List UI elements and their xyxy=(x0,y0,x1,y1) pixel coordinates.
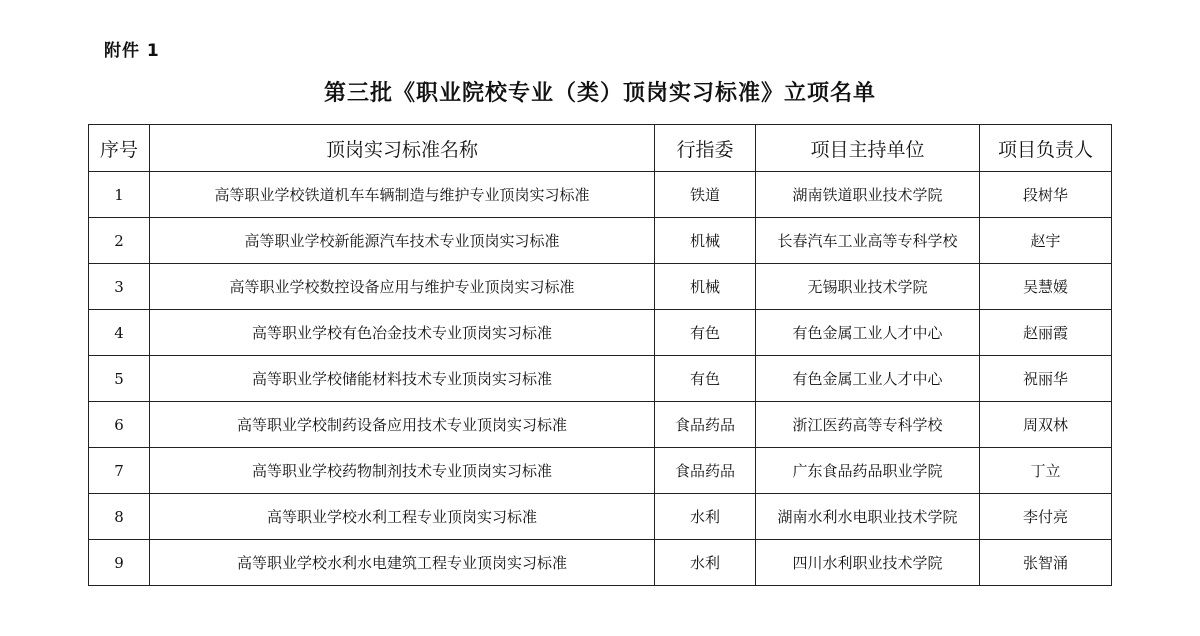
cell-host-unit: 湖南铁道职业技术学院 xyxy=(756,172,980,218)
header-committee: 行指委 xyxy=(655,125,756,172)
cell-project-leader: 祝丽华 xyxy=(980,356,1112,402)
cell-serial-number: 5 xyxy=(89,356,150,402)
cell-committee: 机械 xyxy=(655,218,756,264)
project-list-table xyxy=(88,124,1112,586)
cell-serial-number: 9 xyxy=(89,540,150,586)
document-title: 第三批《职业院校专业（类）顶岗实习标准》立项名单 xyxy=(323,80,876,106)
table-header-row xyxy=(89,125,1112,172)
cell-host-unit: 广东食品药品职业学院 xyxy=(756,448,980,494)
cell-standard-name: 高等职业学校有色冶金技术专业顶岗实习标准 xyxy=(150,310,655,356)
cell-serial-number: 3 xyxy=(89,264,150,310)
cell-project-leader: 吴慧媛 xyxy=(980,264,1112,310)
cell-committee: 水利 xyxy=(655,540,756,586)
header-standard-name: 顶岗实习标准名称 xyxy=(150,125,655,172)
cell-host-unit: 无锡职业技术学院 xyxy=(756,264,980,310)
cell-host-unit: 有色金属工业人才中心 xyxy=(756,310,980,356)
cell-project-leader: 周双林 xyxy=(980,402,1112,448)
header-project-leader: 项目负责人 xyxy=(980,125,1112,172)
cell-serial-number: 7 xyxy=(89,448,150,494)
cell-project-leader: 张智涌 xyxy=(980,540,1112,586)
table-row xyxy=(89,448,1112,494)
cell-standard-name: 高等职业学校新能源汽车技术专业顶岗实习标准 xyxy=(150,218,655,264)
cell-committee: 食品药品 xyxy=(655,448,756,494)
cell-committee: 食品药品 xyxy=(655,402,756,448)
cell-standard-name: 高等职业学校制药设备应用技术专业顶岗实习标准 xyxy=(150,402,655,448)
cell-standard-name: 高等职业学校水利工程专业顶岗实习标准 xyxy=(150,494,655,540)
cell-project-leader: 李付亮 xyxy=(980,494,1112,540)
cell-project-leader: 丁立 xyxy=(980,448,1112,494)
cell-committee: 机械 xyxy=(655,264,756,310)
table-row xyxy=(89,310,1112,356)
cell-standard-name: 高等职业学校数控设备应用与维护专业顶岗实习标准 xyxy=(150,264,655,310)
cell-committee: 有色 xyxy=(655,310,756,356)
cell-serial-number: 4 xyxy=(89,310,150,356)
table-row xyxy=(89,218,1112,264)
table-row xyxy=(89,356,1112,402)
cell-standard-name: 高等职业学校药物制剂技术专业顶岗实习标准 xyxy=(150,448,655,494)
cell-serial-number: 8 xyxy=(89,494,150,540)
cell-serial-number: 1 xyxy=(89,172,150,218)
header-serial-number: 序号 xyxy=(89,125,150,172)
cell-committee: 铁道 xyxy=(655,172,756,218)
table-row xyxy=(89,264,1112,310)
cell-project-leader: 赵丽霞 xyxy=(980,310,1112,356)
cell-project-leader: 赵宇 xyxy=(980,218,1112,264)
cell-standard-name: 高等职业学校铁道机车车辆制造与维护专业顶岗实习标准 xyxy=(150,172,655,218)
cell-serial-number: 6 xyxy=(89,402,150,448)
cell-host-unit: 湖南水利水电职业技术学院 xyxy=(756,494,980,540)
cell-committee: 水利 xyxy=(655,494,756,540)
attachment-label: 附件 1 xyxy=(104,41,160,61)
table-row xyxy=(89,172,1112,218)
table-row xyxy=(89,494,1112,540)
cell-host-unit: 长春汽车工业高等专科学校 xyxy=(756,218,980,264)
cell-committee: 有色 xyxy=(655,356,756,402)
cell-standard-name: 高等职业学校水利水电建筑工程专业顶岗实习标准 xyxy=(150,540,655,586)
cell-standard-name: 高等职业学校储能材料技术专业顶岗实习标准 xyxy=(150,356,655,402)
header-host-unit: 项目主持单位 xyxy=(756,125,980,172)
table-row xyxy=(89,540,1112,586)
cell-host-unit: 浙江医药高等专科学校 xyxy=(756,402,980,448)
cell-host-unit: 四川水利职业技术学院 xyxy=(756,540,980,586)
cell-project-leader: 段树华 xyxy=(980,172,1112,218)
cell-serial-number: 2 xyxy=(89,218,150,264)
table-row xyxy=(89,402,1112,448)
cell-host-unit: 有色金属工业人才中心 xyxy=(756,356,980,402)
